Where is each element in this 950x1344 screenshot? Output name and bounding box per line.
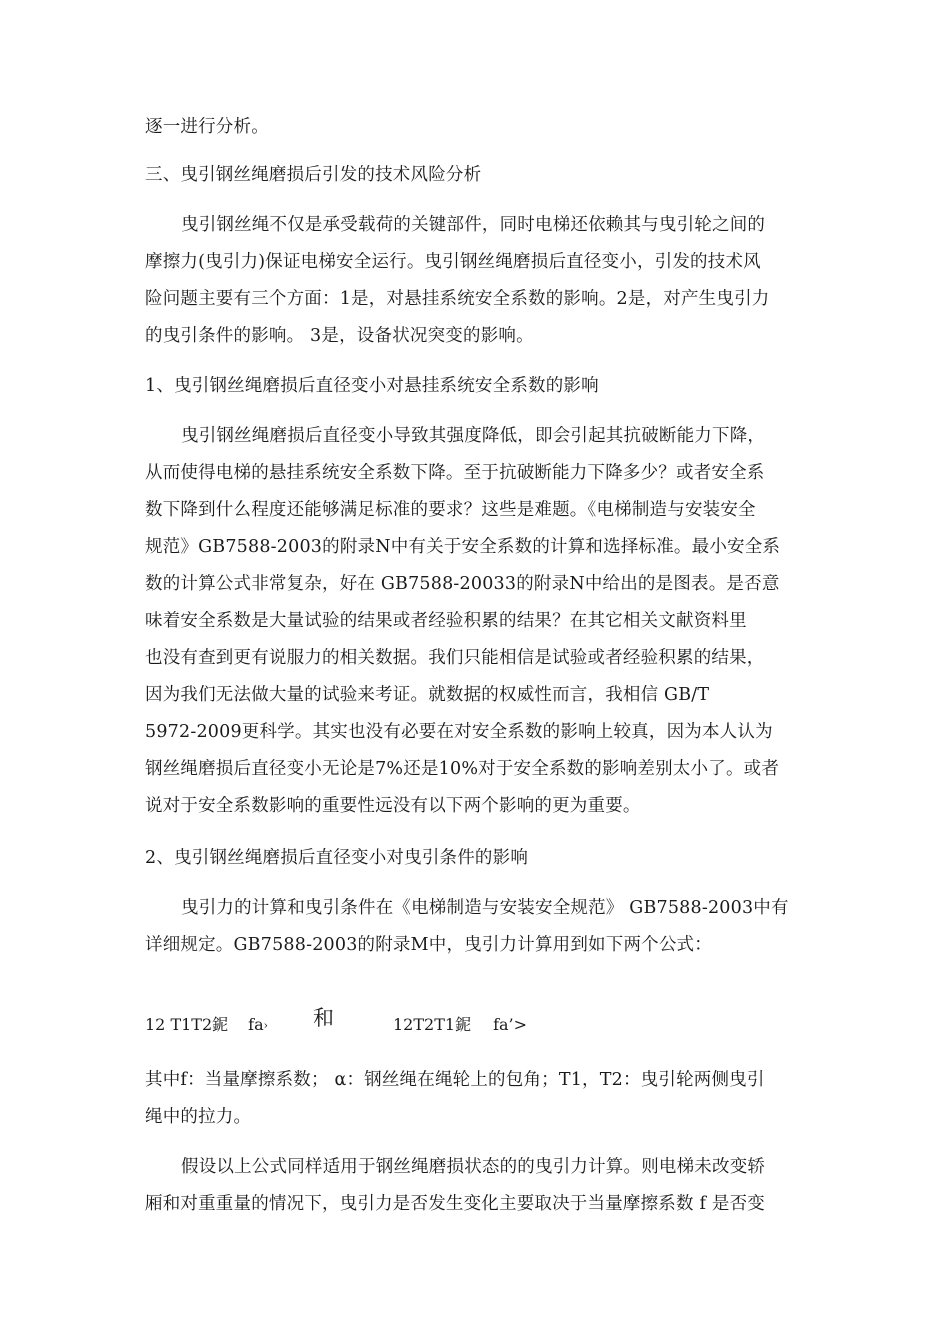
formula-left-exponent: fa	[248, 1015, 264, 1034]
formula-right-part: 12T2T1鈮	[393, 1015, 472, 1034]
text-line: 摩擦力(曳引力)保证电梯安全运行。曳引钢丝绳磨损后直径变小，引发的技术风	[145, 252, 761, 272]
text-line: 从而使得电梯的悬挂系统安全系数下降。至于抗破断能力下降多少？或者安全系	[145, 463, 765, 483]
formula-left-mark: ›	[263, 1019, 269, 1032]
text-line: 因为我们无法做大量的试验来考证。就数据的权威性而言，我相信 GB/T	[145, 685, 710, 705]
text-line: 曳引钢丝绳磨损后直径变小导致其强度降低，即会引起其抗破断能力下降，	[181, 426, 766, 446]
formula-left	[145, 1012, 268, 1035]
formula-right-exponent: fa’>	[493, 1015, 528, 1034]
text-line: 说对于安全系数影响的重要性远没有以下两个影响的更为重要。	[145, 796, 641, 816]
text-line: 数下降到什么程度还能够满足标准的要求？这些是难题。《电梯制造与安装安全	[145, 500, 756, 520]
text-line: 其中f：当量摩擦系数； α：钢丝绳在绳轮上的包角；T1，T2：曳引轮两侧曳引	[145, 1070, 765, 1090]
text-line: 绳中的拉力。	[145, 1107, 252, 1127]
text-line: 厢和对重重量的情况下，曳引力是否发生变化主要取决于当量摩擦系数 f 是否变	[145, 1194, 765, 1214]
text-line: 数的计算公式非常复杂，好在 GB7588-20033的附录N中给出的是图表。是否意	[145, 574, 780, 594]
text-line: 规范》GB7588-2003的附录N中有关于安全系数的计算和选择标准。最小安全系	[145, 537, 781, 557]
text-line: 假设以上公式同样适用于钢丝绳磨损状态的的曳引力计算。则电梯未改变轿	[181, 1157, 766, 1177]
text-line: 味着安全系数是大量试验的结果或者经验积累的结果？在其它相关文献资料里	[145, 611, 747, 631]
formula-right	[393, 1012, 527, 1035]
formula-left-part: 12 T1T2鈮	[145, 1015, 229, 1034]
text-line: 逐一进行分析。	[145, 117, 269, 137]
text-line: 5972-2009更科学。其实也没有必要在对安全系数的影响上较真，因为本人认为	[145, 722, 773, 742]
text-line: 曳引力的计算和曳引条件在《电梯制造与安装安全规范》 GB7588-2003中有	[181, 898, 789, 918]
text-line: 钢丝绳磨损后直径变小无论是7%还是10%对于安全系数的影响差别太小了。或者	[145, 759, 780, 779]
subsection-heading: 2、曳引钢丝绳磨损后直径变小对曳引条件的影响	[145, 848, 529, 868]
text-line: 险问题主要有三个方面：1是，对悬挂系统安全系数的影响。2是，对产生曳引力	[145, 289, 770, 309]
text-line: 的曳引条件的影响。 3是，设备状况突变的影响。	[145, 326, 534, 346]
formula-row	[0, 1002, 950, 1042]
subsection-heading: 1、曳引钢丝绳磨损后直径变小对悬挂系统安全系数的影响	[145, 376, 599, 396]
text-line: 详细规定。GB7588-2003的附录M中，曳引力计算用到如下两个公式：	[145, 935, 712, 955]
formula-connector: 和	[313, 1006, 334, 1030]
section-heading: 三、曳引钢丝绳磨损后引发的技术风险分析	[145, 165, 482, 185]
text-line: 曳引钢丝绳不仅是承受载荷的关键部件，同时电梯还依赖其与曳引轮之间的	[181, 215, 766, 235]
text-line: 也没有查到更有说服力的相关数据。我们只能相信是试验或者经验积累的结果，	[145, 648, 765, 668]
